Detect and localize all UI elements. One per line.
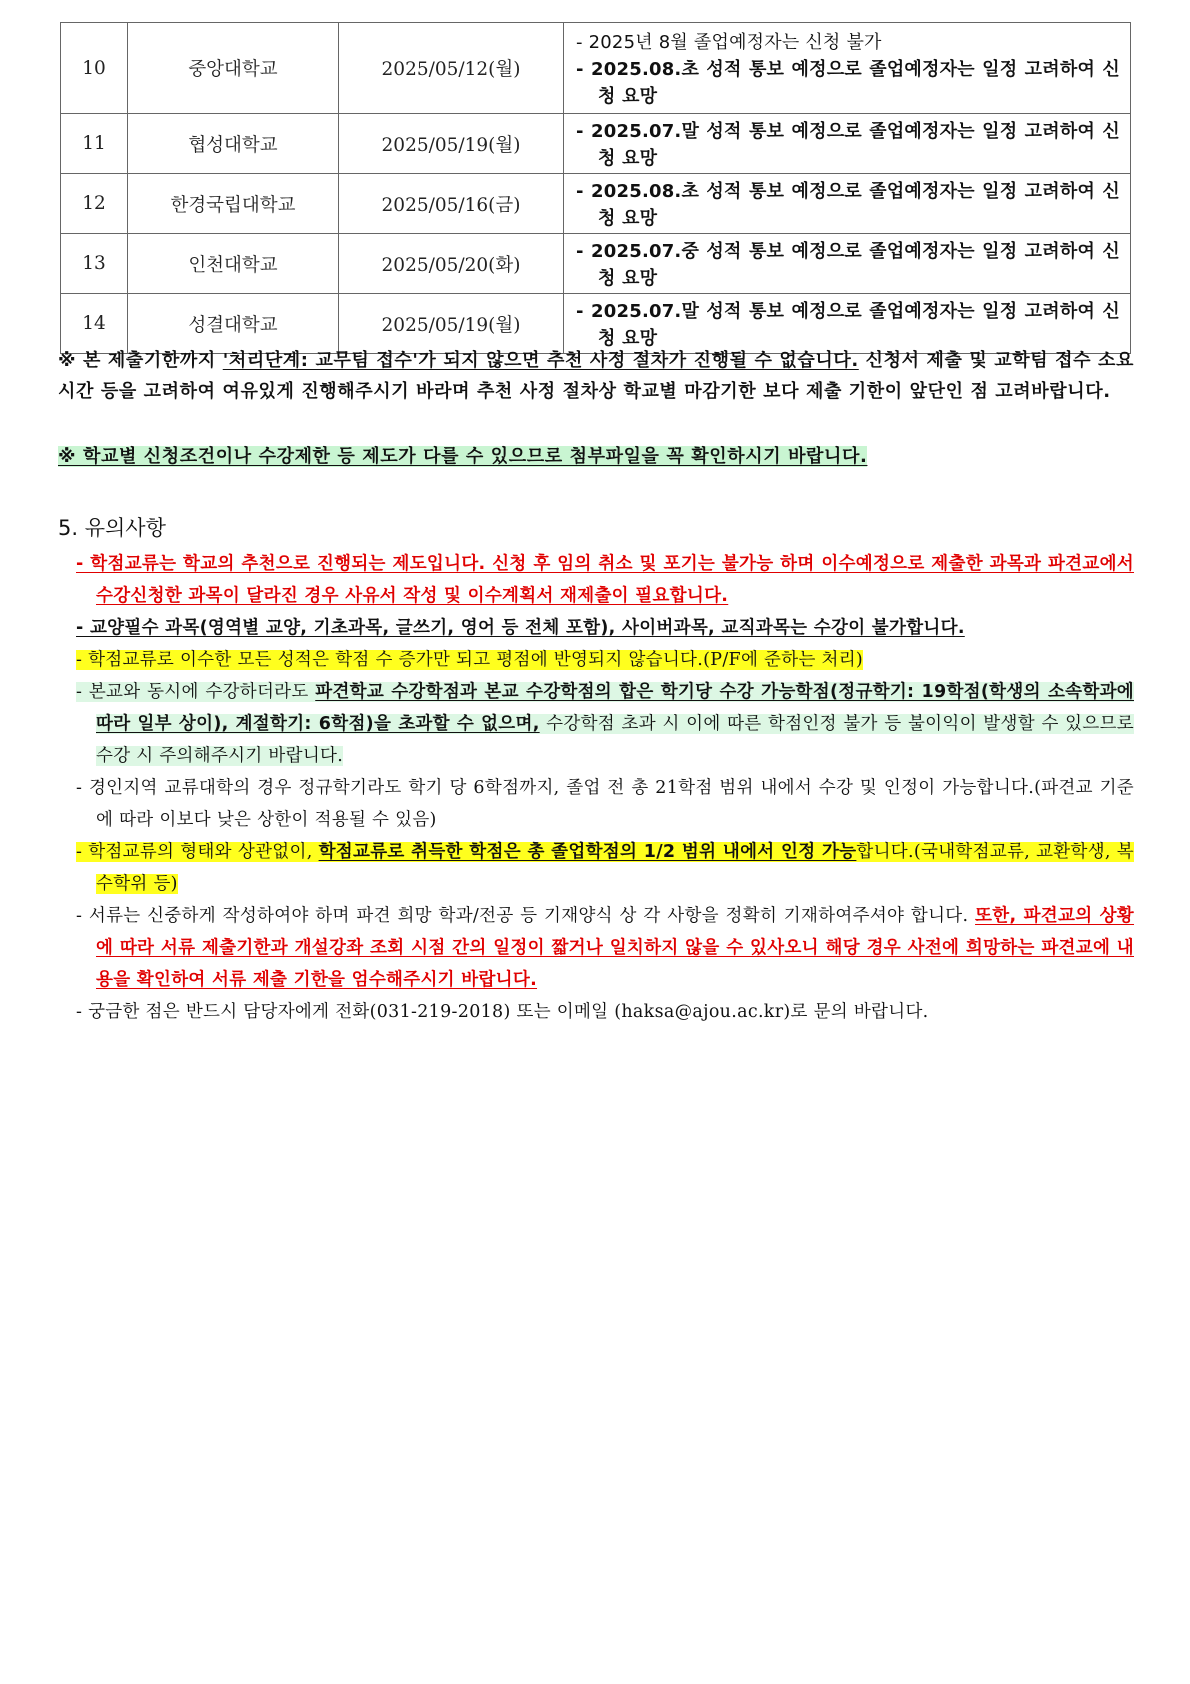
deadline-date: 2025/05/19(월) — [339, 114, 564, 174]
row-number: 13 — [61, 234, 128, 294]
item-text: - 학점교류는 학교의 추천으로 진행되는 제도입니다. 신청 후 임의 취소 및 포기는 불가능 하며 이수예정으로 제출한 과목과 파견교에서 수강신청한 과목이 달라진 경우 사유서 작성 및 이수계획서 재제출이 필요합니다. — [76, 554, 1134, 606]
table-row — [61, 234, 1131, 294]
notes-cell — [564, 23, 1131, 114]
row-number: 11 — [61, 114, 128, 174]
item-text: - 경인지역 교류대학의 경우 정규학기라도 학기 당 6학점까지, 졸업 전 총 21학점 범위 내에서 수강 및 인정이 가능합니다.(파견교 기준에 따라 이보다 낮은 상한이 적용될 수 있음) — [76, 778, 1134, 830]
note-text: - 2025.07.중 성적 통보 예정으로 졸업예정자는 일정 고려하여 신청 요망 — [576, 240, 1120, 289]
list-item — [76, 548, 1134, 612]
item-text: - 궁금한 점은 반드시 담당자에게 전화(031-219-2018) 또는 이메일 (haksa@ajou.ac.kr)로 문의 바랍니다. — [76, 1002, 929, 1022]
university-name: 중앙대학교 — [128, 23, 339, 114]
university-name: 인천대학교 — [128, 234, 339, 294]
item-emphasis: 또한, 파견교의 상황에 따라 서류 제출기한과 개설강좌 조회 시점 간의 일정이 짧거나 일치하지 않을 수 있사오니 해당 경우 사전에 희망하는 파견교에 내용을 확인하여 서류 제출 기한을 엄수해주시기 바랍니다. — [96, 906, 1135, 990]
list-item — [76, 644, 1134, 676]
row-number: 12 — [61, 174, 128, 234]
note-text: - 2025.08.초 성적 통보 예정으로 졸업예정자는 일정 고려하여 신청 요망 — [576, 58, 1120, 107]
submission-deadline-notice — [58, 345, 1134, 407]
row-number: 14 — [61, 294, 128, 354]
deadline-date: 2025/05/16(금) — [339, 174, 564, 234]
item-emphasis: 파견학교 수강학점과 본교 수강학점의 합은 학기당 수강 가능학점(정규학기: 19학점(학생의 소속학과에 따라 일부 상이), 계절학기: 6학점)을 초과할 수 없으며, — [96, 682, 1134, 734]
note-text: - 2025.08.초 성적 통보 예정으로 졸업예정자는 일정 고려하여 신청 요망 — [576, 180, 1120, 229]
deadline-date: 2025/05/12(월) — [339, 23, 564, 114]
note-text: - 2025년 8월 졸업예정자는 신청 불가 — [576, 31, 882, 53]
notes-cell — [564, 234, 1131, 294]
notice-prefix: ※ 본 제출기한까지 — [58, 350, 223, 371]
list-item — [76, 612, 1134, 644]
note-text: - 2025.07.말 성적 통보 예정으로 졸업예정자는 일정 고려하여 신청 요망 — [576, 120, 1120, 169]
item-text: - 학점교류로 이수한 모든 성적은 학점 수 증가만 되고 평점에 반영되지 않습니다.(P/F에 준하는 처리) — [76, 650, 864, 670]
table-row — [61, 114, 1131, 174]
item-text: - 본교와 동시에 수강하더라도 — [76, 682, 316, 702]
list-item — [76, 996, 1134, 1028]
list-item — [76, 676, 1134, 772]
attachment-check-notice — [58, 441, 1134, 472]
attachment-notice-text: ※ 학교별 신청조건이나 수강제한 등 제도가 다를 수 있으므로 첨부파일을 꼭 확인하시기 바랍니다. — [58, 446, 868, 467]
table-row — [61, 174, 1131, 234]
university-name: 한경국립대학교 — [128, 174, 339, 234]
notes-cell — [564, 114, 1131, 174]
item-emphasis: 학점교류로 취득한 학점은 총 졸업학점의 1/2 범위 내에서 인정 가능 — [318, 842, 857, 862]
deadline-date: 2025/05/19(월) — [339, 294, 564, 354]
item-text: - 서류는 신중하게 작성하여야 하며 파견 희망 학과/전공 등 기재양식 상 각 사항을 정확히 기재하여주셔야 합니다. — [76, 906, 976, 926]
deadline-date: 2025/05/20(화) — [339, 234, 564, 294]
notice-rest: 신청서 제출 및 교학팀 접수 소요시간 등을 고려하여 여유있게 진행해주시기 바라며 추천 사정 절차상 학교별 마감기한 보다 제출 기한이 앞단인 점 고려바랍니다. — [58, 350, 1134, 402]
note-text: - 2025.07.말 성적 통보 예정으로 졸업예정자는 일정 고려하여 신청 요망 — [576, 300, 1120, 349]
table-row — [61, 23, 1131, 114]
list-item — [76, 772, 1134, 836]
section-title: 5. 유의사항 — [58, 516, 166, 540]
university-schedule-table — [60, 22, 1131, 354]
university-name: 성결대학교 — [128, 294, 339, 354]
notice-underlined-warning: '처리단계: 교무팀 접수'가 되지 않으면 추천 사정 절차가 진행될 수 없습니다. — [222, 350, 859, 371]
item-text: 수강학점 초과 시 이에 따른 학점인정 불가 등 불이익이 발생할 수 있으므로 수강 시 주의해주시기 바랍니다. — [96, 714, 1134, 766]
notes-cell — [564, 174, 1131, 234]
item-text: - 학점교류의 형태와 상관없이, — [76, 842, 319, 862]
row-number: 10 — [61, 23, 128, 114]
precautions-list — [76, 548, 1134, 1028]
university-name: 협성대학교 — [128, 114, 339, 174]
item-text: 합니다.(국내학점교류, 교환학생, 복수학위 등) — [96, 842, 1134, 894]
list-item — [76, 836, 1134, 900]
list-item — [76, 900, 1134, 996]
item-text: - 교양필수 과목(영역별 교양, 기초과목, 글쓰기, 영어 등 전체 포함), 사이버과목, 교직과목는 수강이 불가합니다. — [76, 618, 965, 638]
